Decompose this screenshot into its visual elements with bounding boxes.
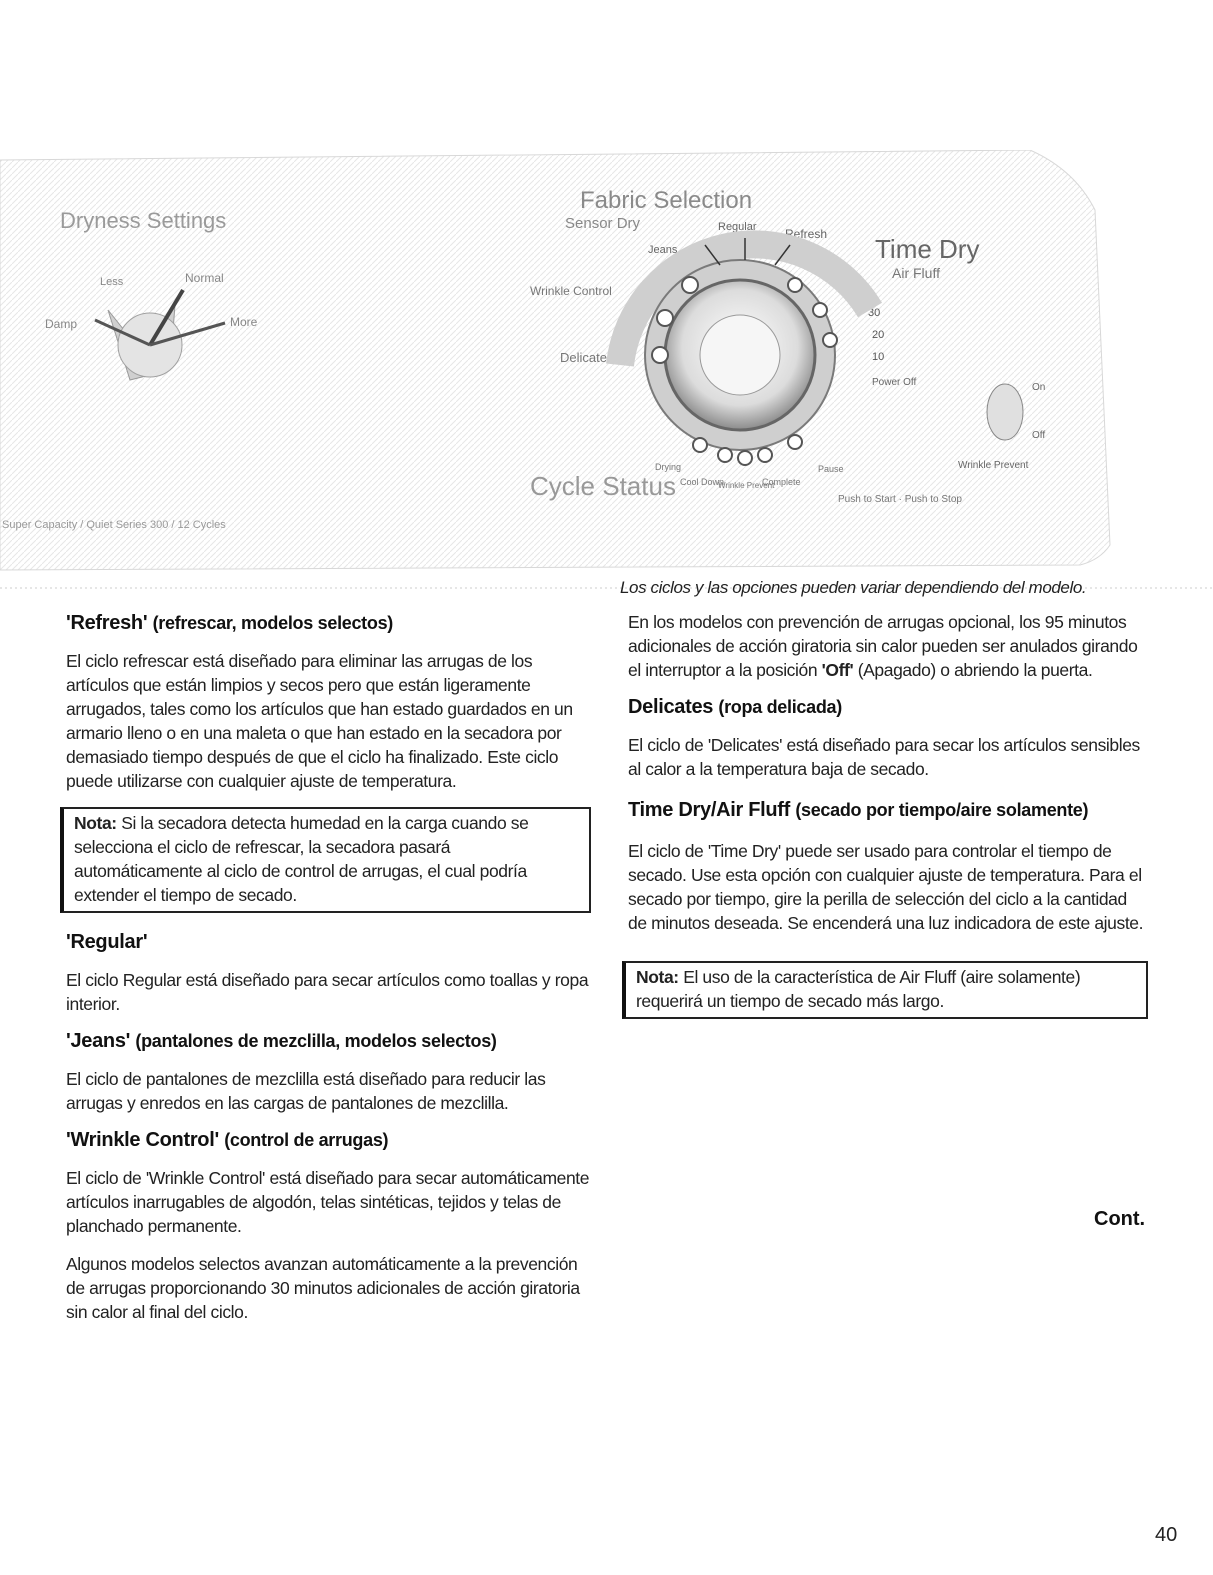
right-column bbox=[628, 610, 1148, 1037]
regular-paragraph: El ciclo Regular está diseñado para secar artículos como toallas y ropa interior. bbox=[66, 970, 589, 1014]
cycle-status-title: Cycle Status bbox=[530, 471, 676, 501]
jeans-paragraph: El ciclo de pantalones de mezclilla está diseñado para reducir las arrugas y enredos en las cargas de pantalones de mezclilla. bbox=[66, 1069, 546, 1113]
refresh-paragraph: El ciclo refrescar está diseñado para eliminar las arrugas de los artículos que están limpios y secos pero que están ligeramente arrugados, tales como los artículos que han estado guardados en un armario lleno o en una maleta o que han estado en la secadora por demasiado tiempo después de que el ciclo ha finalizado. Este ciclo puede utilizarse con cualquier ajuste de temperatura. bbox=[66, 651, 573, 791]
left-column bbox=[66, 612, 591, 1338]
delicates-heading: Delicates (ropa delicada) bbox=[628, 696, 842, 718]
dryness-damp-label: Damp bbox=[45, 317, 78, 331]
minutes-60-label: 60 bbox=[822, 253, 835, 265]
dryness-normal-label: Normal bbox=[185, 271, 224, 285]
switch-on-label: On bbox=[1032, 382, 1046, 393]
wrinkle-control-paragraph-1: El ciclo de 'Wrinkle Control' está diseñado para secar automáticamente artículos inarrugables de algodón, telas sintéticas, tejidos y telas de planchado permanente. bbox=[66, 1168, 590, 1236]
push-start-stop-label: Push to Start · Push to Stop bbox=[838, 494, 962, 505]
sensor-dry-label: Sensor Dry bbox=[565, 215, 641, 232]
delicates-paragraph: El ciclo de 'Delicates' está diseñado para secar los artículos sensibles al calor a la temperatura baja de secado. bbox=[628, 735, 1140, 779]
time-dry-label: Time Dry bbox=[875, 234, 980, 264]
status-cool-down-label: Cool Down bbox=[680, 477, 725, 487]
minutes-30-label: 30 bbox=[868, 307, 881, 319]
regular-label: Regular bbox=[718, 221, 757, 233]
delicates-label: Delicates bbox=[560, 350, 614, 365]
dryness-more-label: More bbox=[230, 315, 258, 329]
control-panel-illustration bbox=[0, 150, 1213, 590]
wrinkle-control-paragraph-2: Algunos modelos selectos avanzan automáticamente a la prevención de arrugas proporcionando 30 minutos adicionales de acción giratoria sin calor al final del ciclo. bbox=[66, 1254, 580, 1322]
status-drying-label: Drying bbox=[655, 462, 682, 472]
dryness-less-label: Less bbox=[100, 276, 124, 288]
wrinkle-prevent-label: Wrinkle Prevent bbox=[958, 460, 1029, 471]
air-fluff-label: Air Fluff bbox=[892, 265, 940, 281]
refresh-heading: 'Refresh' (refrescar, modelos selectos) bbox=[66, 612, 393, 634]
air-fluff-note: Nota: El uso de la característica de Air Fluff (aire solamente) requerirá un tiempo de secado más largo. bbox=[622, 961, 1148, 1019]
page-number: 40 bbox=[1155, 1524, 1178, 1546]
power-off-label: Power Off bbox=[872, 377, 917, 388]
switch-off-label: Off bbox=[1032, 430, 1046, 441]
wrinkle-control-label: Wrinkle Control bbox=[530, 284, 612, 298]
model-variation-caption: Los ciclos y las opciones pueden variar dependiendo del modelo. bbox=[620, 578, 1087, 597]
minutes-40-label: 40 bbox=[860, 286, 873, 298]
status-pause-label: Pause bbox=[818, 464, 844, 474]
refresh-label: Refresh bbox=[785, 227, 828, 241]
minutes-10-label: 10 bbox=[872, 351, 885, 363]
time-dry-paragraph: El ciclo de 'Time Dry' puede ser usado para controlar el tiempo de secado. Use esta opción con cualquier ajuste de temperatura. Para el secado por tiempo, gire la perilla de selección del ciclo a la cantidad de minutos deseada. Se encenderá una luz indicadora de este ajuste. bbox=[628, 841, 1144, 933]
refresh-note: Nota: Si la secadora detecta humedad en la carga cuando se selecciona el ciclo de refrescar, la secadora pasará automáticamente al ciclo de control de arrugas, el cual podría extender el tiempo de secado. bbox=[60, 807, 591, 913]
minutes-50-label: 50 bbox=[845, 269, 858, 281]
status-complete-label: Complete bbox=[762, 477, 801, 487]
status-wrinkle-prevent-label: Wrinkle Prevent bbox=[718, 481, 775, 490]
regular-heading: 'Regular' bbox=[66, 931, 148, 953]
continued-label: Cont. bbox=[1094, 1208, 1146, 1230]
wrinkle-prevent-switch[interactable] bbox=[987, 384, 1023, 440]
jeans-label: Jeans bbox=[648, 244, 678, 256]
jeans-heading: 'Jeans' (pantalones de mezclilla, modelos selectos) bbox=[66, 1030, 497, 1052]
minutes-20-label: 20 bbox=[872, 329, 885, 341]
model-line-label: Super Capacity / Quiet Series 300 / 12 Cycles bbox=[2, 519, 226, 531]
wrinkle-control-heading: 'Wrinkle Control' (control de arrugas) bbox=[66, 1129, 389, 1151]
fabric-selection-title: Fabric Selection bbox=[580, 187, 753, 214]
dryness-settings-title: Dryness Settings bbox=[60, 208, 227, 233]
time-dry-heading: Time Dry/Air Fluff (secado por tiempo/aire solamente) bbox=[628, 799, 1089, 821]
wrinkle-prevent-paragraph: En los modelos con prevención de arrugas opcional, los 95 minutos adicionales de acción giratoria sin calor pueden ser anulados girando el interruptor a la posición 'Off' (Apagado) o abriendo la puerta. bbox=[628, 612, 1138, 680]
